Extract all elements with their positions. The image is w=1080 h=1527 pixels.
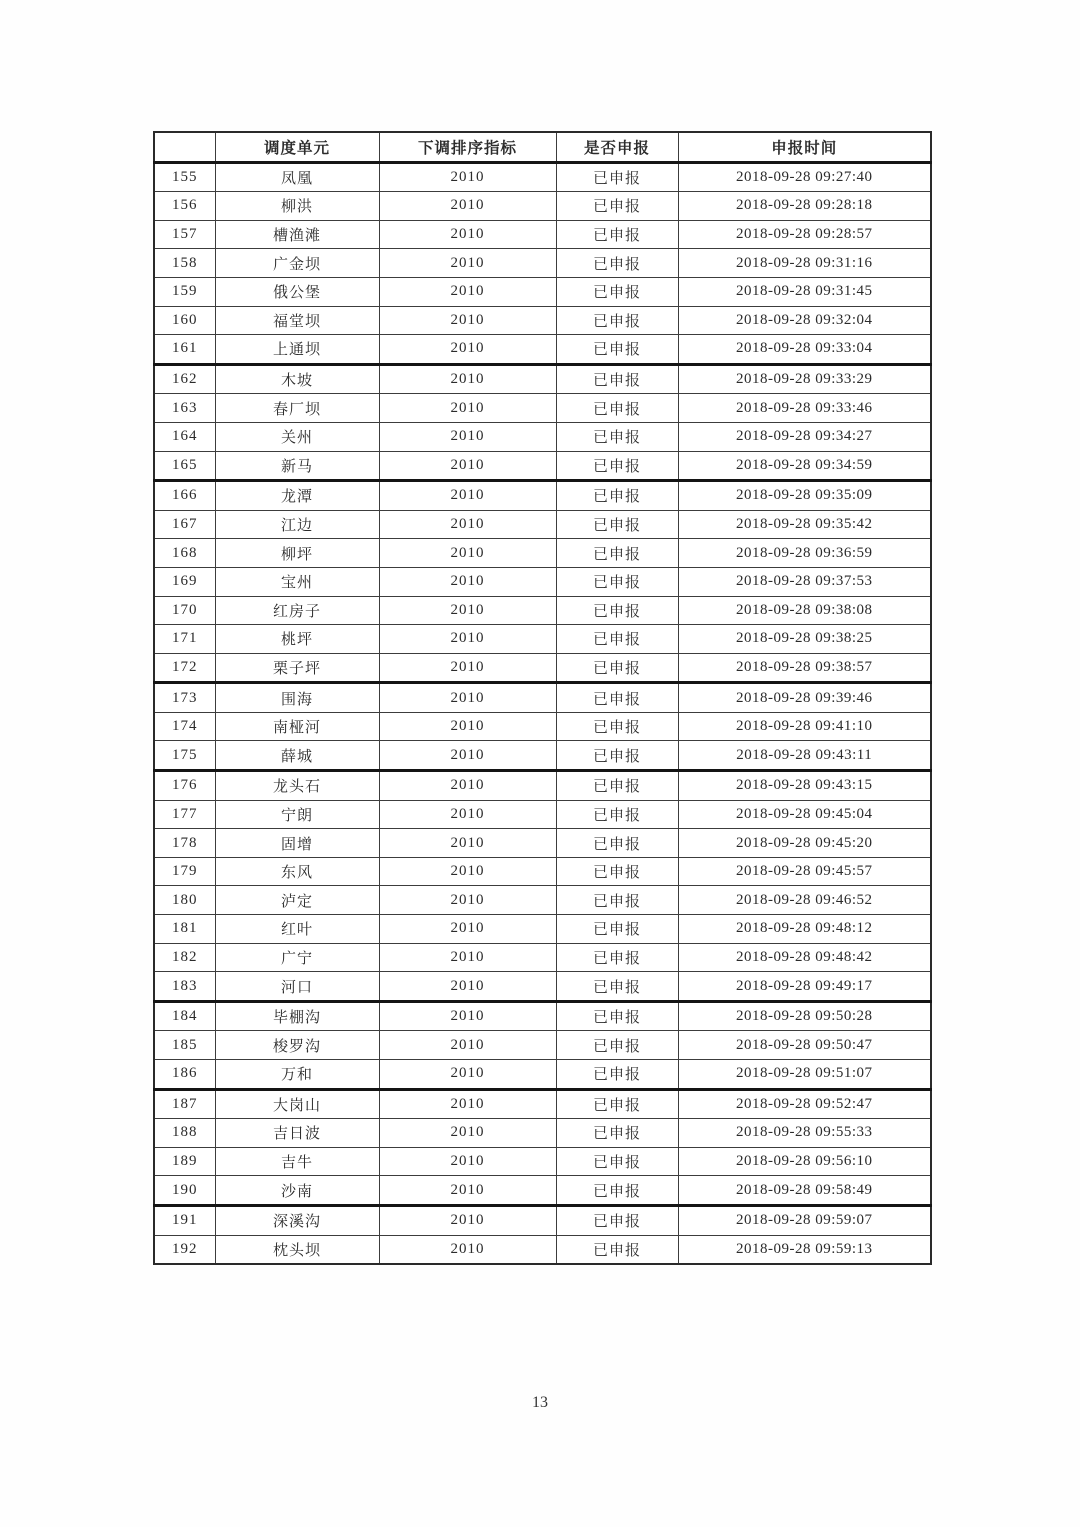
cell-declaration-time: 2018-09-28 09:55:33 bbox=[678, 1119, 931, 1148]
cell-row-number: 186 bbox=[154, 1060, 215, 1090]
cell-declared-status: 已申报 bbox=[556, 1060, 678, 1090]
table-row bbox=[154, 1205, 931, 1235]
cell-row-number: 160 bbox=[154, 306, 215, 335]
cell-declared-status: 已申报 bbox=[556, 422, 678, 451]
cell-row-number: 163 bbox=[154, 394, 215, 423]
cell-row-number: 166 bbox=[154, 481, 215, 511]
cell-downward-sort-index: 2010 bbox=[379, 1031, 556, 1060]
cell-row-number: 159 bbox=[154, 277, 215, 306]
cell-dispatch-unit: 广宁 bbox=[215, 943, 379, 972]
table-row bbox=[154, 1089, 931, 1119]
cell-row-number: 155 bbox=[154, 162, 215, 192]
table-row bbox=[154, 422, 931, 451]
cell-downward-sort-index: 2010 bbox=[379, 741, 556, 771]
header-downward-sort-index: 下调排序指标 bbox=[379, 132, 556, 162]
cell-dispatch-unit: 俄公堡 bbox=[215, 277, 379, 306]
cell-downward-sort-index: 2010 bbox=[379, 335, 556, 365]
cell-row-number: 187 bbox=[154, 1089, 215, 1119]
cell-dispatch-unit: 吉日波 bbox=[215, 1119, 379, 1148]
table-row bbox=[154, 306, 931, 335]
cell-dispatch-unit: 凤凰 bbox=[215, 162, 379, 192]
cell-dispatch-unit: 沙南 bbox=[215, 1176, 379, 1206]
cell-downward-sort-index: 2010 bbox=[379, 1235, 556, 1264]
cell-dispatch-unit: 木坡 bbox=[215, 364, 379, 394]
cell-row-number: 189 bbox=[154, 1147, 215, 1176]
cell-declaration-time: 2018-09-28 09:39:46 bbox=[678, 683, 931, 713]
cell-row-number: 164 bbox=[154, 422, 215, 451]
cell-declared-status: 已申报 bbox=[556, 192, 678, 221]
cell-row-number: 174 bbox=[154, 712, 215, 741]
cell-row-number: 184 bbox=[154, 1001, 215, 1031]
cell-dispatch-unit: 大岗山 bbox=[215, 1089, 379, 1119]
cell-declared-status: 已申报 bbox=[556, 1235, 678, 1264]
cell-dispatch-unit: 深溪沟 bbox=[215, 1205, 379, 1235]
table-row bbox=[154, 567, 931, 596]
cell-declaration-time: 2018-09-28 09:28:18 bbox=[678, 192, 931, 221]
table-row bbox=[154, 741, 931, 771]
cell-declaration-time: 2018-09-28 09:56:10 bbox=[678, 1147, 931, 1176]
header-dispatch-unit: 调度单元 bbox=[215, 132, 379, 162]
header-row-number bbox=[154, 132, 215, 162]
page-number: 13 bbox=[532, 1394, 548, 1411]
cell-downward-sort-index: 2010 bbox=[379, 539, 556, 568]
table-row bbox=[154, 829, 931, 858]
cell-declaration-time: 2018-09-28 09:52:47 bbox=[678, 1089, 931, 1119]
cell-declaration-time: 2018-09-28 09:45:57 bbox=[678, 857, 931, 886]
table-row bbox=[154, 1235, 931, 1264]
header-declared-status: 是否申报 bbox=[556, 132, 678, 162]
cell-declaration-time: 2018-09-28 09:43:11 bbox=[678, 741, 931, 771]
cell-downward-sort-index: 2010 bbox=[379, 800, 556, 829]
table-row bbox=[154, 192, 931, 221]
cell-declaration-time: 2018-09-28 09:37:53 bbox=[678, 567, 931, 596]
cell-declaration-time: 2018-09-28 09:59:07 bbox=[678, 1205, 931, 1235]
cell-dispatch-unit: 新马 bbox=[215, 451, 379, 481]
cell-declared-status: 已申报 bbox=[556, 857, 678, 886]
cell-dispatch-unit: 宁朗 bbox=[215, 800, 379, 829]
cell-declared-status: 已申报 bbox=[556, 943, 678, 972]
table-row bbox=[154, 771, 931, 801]
cell-declared-status: 已申报 bbox=[556, 1205, 678, 1235]
cell-declaration-time: 2018-09-28 09:32:04 bbox=[678, 306, 931, 335]
cell-downward-sort-index: 2010 bbox=[379, 481, 556, 511]
cell-downward-sort-index: 2010 bbox=[379, 510, 556, 539]
cell-declared-status: 已申报 bbox=[556, 596, 678, 625]
cell-downward-sort-index: 2010 bbox=[379, 1119, 556, 1148]
cell-downward-sort-index: 2010 bbox=[379, 394, 556, 423]
declaration-table bbox=[153, 131, 932, 1265]
cell-downward-sort-index: 2010 bbox=[379, 943, 556, 972]
cell-downward-sort-index: 2010 bbox=[379, 1147, 556, 1176]
cell-declaration-time: 2018-09-28 09:49:17 bbox=[678, 972, 931, 1002]
cell-row-number: 169 bbox=[154, 567, 215, 596]
cell-downward-sort-index: 2010 bbox=[379, 1176, 556, 1206]
cell-declared-status: 已申报 bbox=[556, 162, 678, 192]
table-row bbox=[154, 539, 931, 568]
table-row bbox=[154, 249, 931, 278]
cell-declared-status: 已申报 bbox=[556, 1119, 678, 1148]
table-row bbox=[154, 220, 931, 249]
cell-row-number: 191 bbox=[154, 1205, 215, 1235]
cell-row-number: 156 bbox=[154, 192, 215, 221]
cell-downward-sort-index: 2010 bbox=[379, 277, 556, 306]
cell-dispatch-unit: 毕棚沟 bbox=[215, 1001, 379, 1031]
cell-dispatch-unit: 围海 bbox=[215, 683, 379, 713]
cell-declaration-time: 2018-09-28 09:58:49 bbox=[678, 1176, 931, 1206]
cell-declared-status: 已申报 bbox=[556, 712, 678, 741]
cell-declaration-time: 2018-09-28 09:43:15 bbox=[678, 771, 931, 801]
cell-declaration-time: 2018-09-28 09:33:29 bbox=[678, 364, 931, 394]
cell-downward-sort-index: 2010 bbox=[379, 915, 556, 944]
cell-row-number: 162 bbox=[154, 364, 215, 394]
cell-dispatch-unit: 吉牛 bbox=[215, 1147, 379, 1176]
cell-declared-status: 已申报 bbox=[556, 481, 678, 511]
cell-declared-status: 已申报 bbox=[556, 364, 678, 394]
cell-declaration-time: 2018-09-28 09:34:59 bbox=[678, 451, 931, 481]
cell-declaration-time: 2018-09-28 09:45:04 bbox=[678, 800, 931, 829]
table-row bbox=[154, 1031, 931, 1060]
cell-declaration-time: 2018-09-28 09:38:08 bbox=[678, 596, 931, 625]
table-row bbox=[154, 1119, 931, 1148]
cell-downward-sort-index: 2010 bbox=[379, 1060, 556, 1090]
cell-dispatch-unit: 梭罗沟 bbox=[215, 1031, 379, 1060]
cell-downward-sort-index: 2010 bbox=[379, 162, 556, 192]
cell-declaration-time: 2018-09-28 09:35:09 bbox=[678, 481, 931, 511]
cell-dispatch-unit: 江边 bbox=[215, 510, 379, 539]
table-row bbox=[154, 800, 931, 829]
cell-row-number: 185 bbox=[154, 1031, 215, 1060]
cell-dispatch-unit: 关州 bbox=[215, 422, 379, 451]
cell-downward-sort-index: 2010 bbox=[379, 771, 556, 801]
cell-dispatch-unit: 固增 bbox=[215, 829, 379, 858]
cell-declaration-time: 2018-09-28 09:33:04 bbox=[678, 335, 931, 365]
cell-dispatch-unit: 栗子坪 bbox=[215, 653, 379, 683]
cell-declaration-time: 2018-09-28 09:59:13 bbox=[678, 1235, 931, 1264]
table-row bbox=[154, 162, 931, 192]
cell-declared-status: 已申报 bbox=[556, 886, 678, 915]
cell-declaration-time: 2018-09-28 09:46:52 bbox=[678, 886, 931, 915]
cell-declared-status: 已申报 bbox=[556, 1089, 678, 1119]
cell-declared-status: 已申报 bbox=[556, 1001, 678, 1031]
cell-row-number: 173 bbox=[154, 683, 215, 713]
cell-dispatch-unit: 河口 bbox=[215, 972, 379, 1002]
cell-dispatch-unit: 宝州 bbox=[215, 567, 379, 596]
cell-downward-sort-index: 2010 bbox=[379, 192, 556, 221]
table-row bbox=[154, 972, 931, 1002]
cell-dispatch-unit: 泸定 bbox=[215, 886, 379, 915]
cell-declared-status: 已申报 bbox=[556, 972, 678, 1002]
cell-downward-sort-index: 2010 bbox=[379, 364, 556, 394]
cell-row-number: 157 bbox=[154, 220, 215, 249]
cell-dispatch-unit: 龙潭 bbox=[215, 481, 379, 511]
cell-downward-sort-index: 2010 bbox=[379, 220, 556, 249]
cell-downward-sort-index: 2010 bbox=[379, 829, 556, 858]
table-row bbox=[154, 943, 931, 972]
table-row bbox=[154, 712, 931, 741]
cell-declared-status: 已申报 bbox=[556, 741, 678, 771]
cell-dispatch-unit: 南桠河 bbox=[215, 712, 379, 741]
cell-row-number: 175 bbox=[154, 741, 215, 771]
cell-downward-sort-index: 2010 bbox=[379, 1089, 556, 1119]
cell-declaration-time: 2018-09-28 09:45:20 bbox=[678, 829, 931, 858]
cell-declared-status: 已申报 bbox=[556, 249, 678, 278]
table-row bbox=[154, 625, 931, 654]
cell-declared-status: 已申报 bbox=[556, 394, 678, 423]
cell-declared-status: 已申报 bbox=[556, 1147, 678, 1176]
cell-row-number: 171 bbox=[154, 625, 215, 654]
cell-downward-sort-index: 2010 bbox=[379, 683, 556, 713]
cell-dispatch-unit: 龙头石 bbox=[215, 771, 379, 801]
cell-row-number: 188 bbox=[154, 1119, 215, 1148]
header-declaration-time: 申报时间 bbox=[678, 132, 931, 162]
cell-dispatch-unit: 枕头坝 bbox=[215, 1235, 379, 1264]
cell-row-number: 180 bbox=[154, 886, 215, 915]
cell-declared-status: 已申报 bbox=[556, 539, 678, 568]
cell-dispatch-unit: 红叶 bbox=[215, 915, 379, 944]
table-row bbox=[154, 277, 931, 306]
cell-declared-status: 已申报 bbox=[556, 220, 678, 249]
cell-declared-status: 已申报 bbox=[556, 510, 678, 539]
cell-row-number: 170 bbox=[154, 596, 215, 625]
cell-row-number: 179 bbox=[154, 857, 215, 886]
cell-row-number: 165 bbox=[154, 451, 215, 481]
cell-dispatch-unit: 上通坝 bbox=[215, 335, 379, 365]
cell-row-number: 158 bbox=[154, 249, 215, 278]
cell-declared-status: 已申报 bbox=[556, 306, 678, 335]
cell-row-number: 190 bbox=[154, 1176, 215, 1206]
table-row bbox=[154, 857, 931, 886]
cell-declaration-time: 2018-09-28 09:38:25 bbox=[678, 625, 931, 654]
cell-declared-status: 已申报 bbox=[556, 800, 678, 829]
cell-downward-sort-index: 2010 bbox=[379, 625, 556, 654]
cell-downward-sort-index: 2010 bbox=[379, 422, 556, 451]
cell-dispatch-unit: 柳洪 bbox=[215, 192, 379, 221]
cell-downward-sort-index: 2010 bbox=[379, 306, 556, 335]
cell-declared-status: 已申报 bbox=[556, 277, 678, 306]
cell-declaration-time: 2018-09-28 09:50:47 bbox=[678, 1031, 931, 1060]
table-row bbox=[154, 451, 931, 481]
cell-declaration-time: 2018-09-28 09:28:57 bbox=[678, 220, 931, 249]
cell-downward-sort-index: 2010 bbox=[379, 596, 556, 625]
cell-row-number: 182 bbox=[154, 943, 215, 972]
cell-dispatch-unit: 薛城 bbox=[215, 741, 379, 771]
cell-row-number: 181 bbox=[154, 915, 215, 944]
table-row bbox=[154, 596, 931, 625]
cell-declared-status: 已申报 bbox=[556, 653, 678, 683]
table-row bbox=[154, 653, 931, 683]
cell-declared-status: 已申报 bbox=[556, 567, 678, 596]
cell-downward-sort-index: 2010 bbox=[379, 857, 556, 886]
table-header-row bbox=[154, 132, 931, 162]
cell-dispatch-unit: 春厂坝 bbox=[215, 394, 379, 423]
cell-declaration-time: 2018-09-28 09:48:12 bbox=[678, 915, 931, 944]
cell-downward-sort-index: 2010 bbox=[379, 653, 556, 683]
cell-declaration-time: 2018-09-28 09:34:27 bbox=[678, 422, 931, 451]
table-row bbox=[154, 1176, 931, 1206]
cell-downward-sort-index: 2010 bbox=[379, 249, 556, 278]
cell-dispatch-unit: 桃坪 bbox=[215, 625, 379, 654]
cell-declaration-time: 2018-09-28 09:31:16 bbox=[678, 249, 931, 278]
cell-downward-sort-index: 2010 bbox=[379, 567, 556, 596]
cell-row-number: 161 bbox=[154, 335, 215, 365]
table-row bbox=[154, 1147, 931, 1176]
cell-downward-sort-index: 2010 bbox=[379, 886, 556, 915]
cell-declared-status: 已申报 bbox=[556, 683, 678, 713]
cell-declaration-time: 2018-09-28 09:27:40 bbox=[678, 162, 931, 192]
cell-dispatch-unit: 东风 bbox=[215, 857, 379, 886]
cell-downward-sort-index: 2010 bbox=[379, 451, 556, 481]
table-row bbox=[154, 1060, 931, 1090]
cell-declaration-time: 2018-09-28 09:41:10 bbox=[678, 712, 931, 741]
cell-row-number: 177 bbox=[154, 800, 215, 829]
cell-declaration-time: 2018-09-28 09:51:07 bbox=[678, 1060, 931, 1090]
cell-row-number: 183 bbox=[154, 972, 215, 1002]
table-row bbox=[154, 481, 931, 511]
cell-declaration-time: 2018-09-28 09:48:42 bbox=[678, 943, 931, 972]
cell-declared-status: 已申报 bbox=[556, 1031, 678, 1060]
cell-dispatch-unit: 柳坪 bbox=[215, 539, 379, 568]
table-row bbox=[154, 364, 931, 394]
table-row bbox=[154, 915, 931, 944]
cell-declaration-time: 2018-09-28 09:33:46 bbox=[678, 394, 931, 423]
cell-row-number: 172 bbox=[154, 653, 215, 683]
cell-row-number: 176 bbox=[154, 771, 215, 801]
cell-downward-sort-index: 2010 bbox=[379, 712, 556, 741]
cell-declared-status: 已申报 bbox=[556, 1176, 678, 1206]
cell-dispatch-unit: 槽渔滩 bbox=[215, 220, 379, 249]
cell-row-number: 168 bbox=[154, 539, 215, 568]
cell-declaration-time: 2018-09-28 09:35:42 bbox=[678, 510, 931, 539]
cell-declaration-time: 2018-09-28 09:50:28 bbox=[678, 1001, 931, 1031]
cell-dispatch-unit: 红房子 bbox=[215, 596, 379, 625]
table-row bbox=[154, 683, 931, 713]
cell-row-number: 192 bbox=[154, 1235, 215, 1264]
cell-dispatch-unit: 福堂坝 bbox=[215, 306, 379, 335]
cell-declared-status: 已申报 bbox=[556, 335, 678, 365]
table-row bbox=[154, 335, 931, 365]
cell-row-number: 167 bbox=[154, 510, 215, 539]
cell-declared-status: 已申报 bbox=[556, 771, 678, 801]
cell-declared-status: 已申报 bbox=[556, 829, 678, 858]
cell-dispatch-unit: 万和 bbox=[215, 1060, 379, 1090]
cell-declared-status: 已申报 bbox=[556, 451, 678, 481]
cell-row-number: 178 bbox=[154, 829, 215, 858]
cell-declared-status: 已申报 bbox=[556, 915, 678, 944]
table-row bbox=[154, 510, 931, 539]
cell-downward-sort-index: 2010 bbox=[379, 972, 556, 1002]
table-row bbox=[154, 886, 931, 915]
cell-dispatch-unit: 广金坝 bbox=[215, 249, 379, 278]
cell-declaration-time: 2018-09-28 09:31:45 bbox=[678, 277, 931, 306]
cell-downward-sort-index: 2010 bbox=[379, 1205, 556, 1235]
table-row bbox=[154, 394, 931, 423]
cell-declaration-time: 2018-09-28 09:38:57 bbox=[678, 653, 931, 683]
table-row bbox=[154, 1001, 931, 1031]
cell-declared-status: 已申报 bbox=[556, 625, 678, 654]
cell-downward-sort-index: 2010 bbox=[379, 1001, 556, 1031]
cell-declaration-time: 2018-09-28 09:36:59 bbox=[678, 539, 931, 568]
